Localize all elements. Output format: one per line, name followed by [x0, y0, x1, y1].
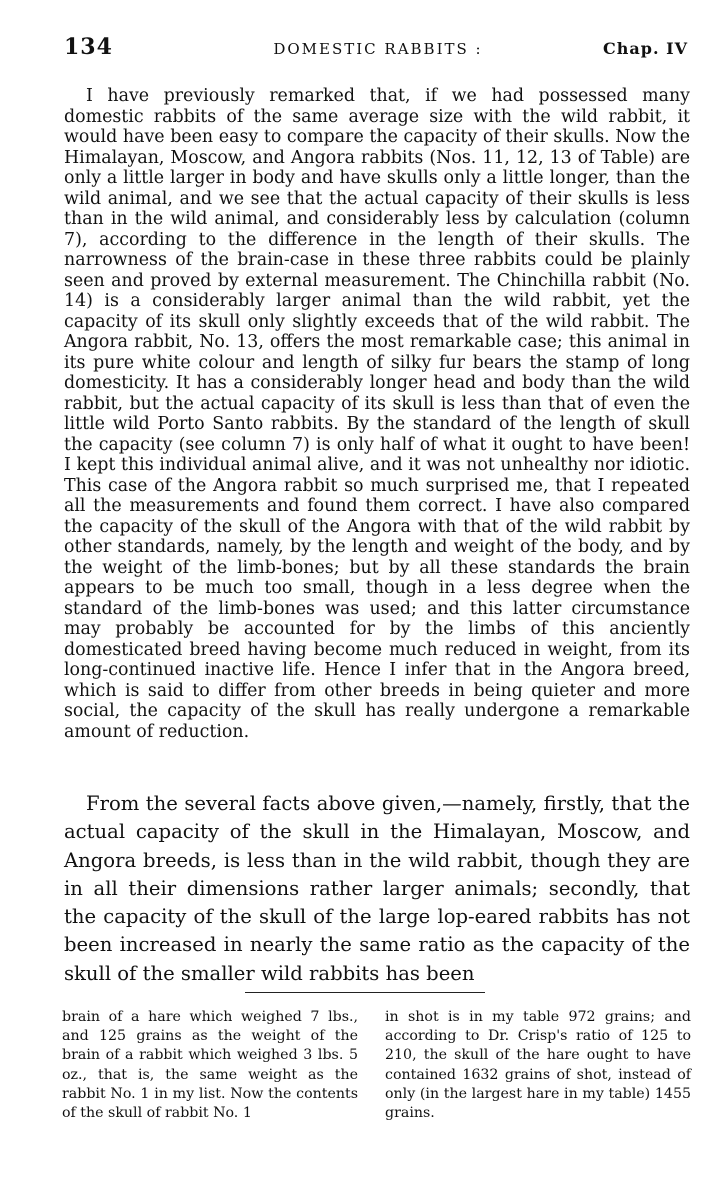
- page-header: [64, 34, 688, 64]
- body-paragraph-2: From the several facts above given,—namely, firstly, that the actual capacity of the skull in the Himalayan, Moscow, and Angora breeds, is less than in the wild rabbit, though they are in all their dimensions rather larger animals; secondly, that the capacity of the skull of the large lop-eared rabbits has not been increased in nearly the same ratio as the capacity of the skull of the smaller wild rabbits has been: [64, 792, 690, 985]
- body-paragraph-1: I have previously remarked that, if we had possessed many domestic rabbits of the same average size with the wild rabbit, it would have been easy to compare the capacity of their skulls. Now the Himalayan, Moscow, and Angora rabbits (Nos. 11, 12, 13 of Table) are only a little larger in body and have skulls only a little longer, than the wild animal, and we see that the actual capacity of their skulls is less than in the wild animal, and considerably less by calculation (column 7), according to the difference in the length of their skulls. The narrowness of the brain-case in these three rabbits could be plainly seen and proved by external measurement. The Chinchilla rabbit (No. 14) is a considerably larger animal than the wild rabbit, yet the capacity of its skull only slightly exceeds that of the wild rabbit. The Angora rabbit, No. 13, offers the most remarkable case; this animal in its pure white colour and length of silky fur bears the stamp of long domesticity. It has a considerably longer head and body than the wild rabbit, but the actual capacity of its skull is less than that of even the little wild Porto Santo rabbits. By the standard of the length of skull the capacity (see column 7) is only half of what it ought to have been! I kept this individual animal alive, and it was not unhealthy nor idiotic. This case of the Angora rabbit so much surprised me, that I repeated all the measurements and found them correct. I have also compared the capacity of the skull of the Angora with that of the wild rabbit by other standards, namely, by the length and weight of the body, and by the weight of the limb-bones; but by all these standards the brain appears to be much too small, though in a less degree when the standard of the limb-bones was used; and this latter circumstance may probably be accounted for by the limbs of this anciently domesticated breed having become much reduced in weight, from its long-continued inactive life. Hence I infer that in the Angora breed, which is said to differ from other breeds in being quieter and more social, the capacity of the skull has really undergone a remarkable amount of reduction.: [64, 86, 690, 742]
- chapter-label: Chap. IV: [603, 39, 688, 58]
- footnote-right-column: in shot is in my table 972 grains; and according to Dr. Crisp's ratio of 125 to 210, the skull of the hare ought to have contained 1632 grains of shot, instead of only (in the largest hare in my table) 1455 grains.: [385, 1009, 691, 1122]
- footnote-left-column: brain of a hare which weighed 7 lbs., and 125 grains as the weight of the brain of a rabbit which weighed 3 lbs. 5 oz., that is, the same weight as the rabbit No. 1 in my list. Now the contents of the skull of rabbit No. 1: [62, 1009, 358, 1122]
- running-title: DOMESTIC RABBITS :: [273, 40, 483, 58]
- page-number: 134: [64, 34, 113, 60]
- footnote-separator: [245, 992, 485, 993]
